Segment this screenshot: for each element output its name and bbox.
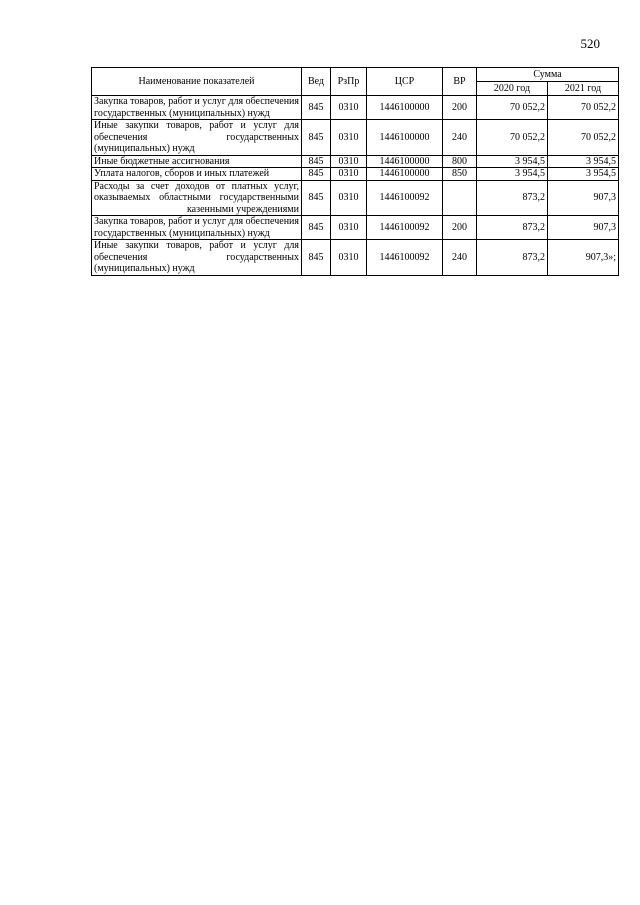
- row-2020: 70 052,2: [477, 96, 548, 120]
- row-2020: 3 954,5: [477, 168, 548, 181]
- row-rzpr: 0310: [331, 168, 367, 181]
- row-rzpr: 0310: [331, 216, 367, 240]
- header-year-2020: 2020 год: [477, 82, 548, 96]
- row-rzpr: 0310: [331, 240, 367, 276]
- row-ved: 845: [302, 120, 331, 156]
- row-vr: 200: [443, 216, 477, 240]
- row-rzpr: 0310: [331, 155, 367, 168]
- row-2021: 907,3: [548, 216, 619, 240]
- row-2021: 3 954,5: [548, 168, 619, 181]
- row-name: Иные бюджетные ассигнования: [92, 155, 302, 168]
- row-csr: 1446100000: [367, 120, 443, 156]
- row-csr: 1446100092: [367, 216, 443, 240]
- table-row: [92, 216, 619, 240]
- row-csr: 1446100092: [367, 180, 443, 216]
- table-row: [92, 155, 619, 168]
- row-vr: 240: [443, 120, 477, 156]
- row-csr: 1446100000: [367, 96, 443, 120]
- header-row: [92, 68, 619, 82]
- header-ved: Вед: [302, 68, 331, 96]
- row-2020: 873,2: [477, 180, 548, 216]
- row-rzpr: 0310: [331, 96, 367, 120]
- row-2021: 70 052,2: [548, 96, 619, 120]
- row-ved: 845: [302, 240, 331, 276]
- table-row: [92, 168, 619, 181]
- row-csr: 1446100092: [367, 240, 443, 276]
- row-name: Уплата налогов, сборов и иных платежей: [92, 168, 302, 181]
- row-csr: 1446100000: [367, 168, 443, 181]
- row-2021: 907,3: [548, 180, 619, 216]
- row-ved: 845: [302, 180, 331, 216]
- row-vr: [443, 180, 477, 216]
- header-year-2021: 2021 год: [548, 82, 619, 96]
- header-name: Наименование показателей: [92, 68, 302, 96]
- row-vr: 240: [443, 240, 477, 276]
- table-row: [92, 180, 619, 216]
- row-name: Закупка товаров, работ и услуг для обеспечения государственных (муниципальных) нужд: [92, 96, 302, 120]
- row-name: Иные закупки товаров, работ и услуг для обеспечения государственных (муниципальных) нужд: [92, 240, 302, 276]
- row-name: Иные закупки товаров, работ и услуг для обеспечения государственных (муниципальных) нужд: [92, 120, 302, 156]
- row-rzpr: 0310: [331, 120, 367, 156]
- row-2020: 3 954,5: [477, 155, 548, 168]
- row-2020: 873,2: [477, 216, 548, 240]
- row-vr: 800: [443, 155, 477, 168]
- row-2021: 907,3»;: [548, 240, 619, 276]
- table-row: [92, 240, 619, 276]
- header-rzpr: РзПр: [331, 68, 367, 96]
- row-csr: 1446100000: [367, 155, 443, 168]
- row-name: Расходы за счет доходов от платных услуг, оказываемых областными государственными казенными учреждениями: [92, 180, 302, 216]
- table-row: [92, 120, 619, 156]
- row-2020: 873,2: [477, 240, 548, 276]
- row-ved: 845: [302, 168, 331, 181]
- row-2021: 3 954,5: [548, 155, 619, 168]
- row-name: Закупка товаров, работ и услуг для обеспечения государственных (муниципальных) нужд: [92, 216, 302, 240]
- row-vr: 850: [443, 168, 477, 181]
- header-sum: Сумма: [477, 68, 619, 82]
- header-vr: ВР: [443, 68, 477, 96]
- row-ved: 845: [302, 216, 331, 240]
- row-ved: 845: [302, 155, 331, 168]
- page-number: 520: [580, 36, 600, 51]
- row-2021: 70 052,2: [548, 120, 619, 156]
- row-vr: 200: [443, 96, 477, 120]
- row-2020: 70 052,2: [477, 120, 548, 156]
- budget-table: [91, 67, 619, 276]
- header-csr: ЦСР: [367, 68, 443, 96]
- row-rzpr: 0310: [331, 180, 367, 216]
- table-row: [92, 96, 619, 120]
- row-ved: 845: [302, 96, 331, 120]
